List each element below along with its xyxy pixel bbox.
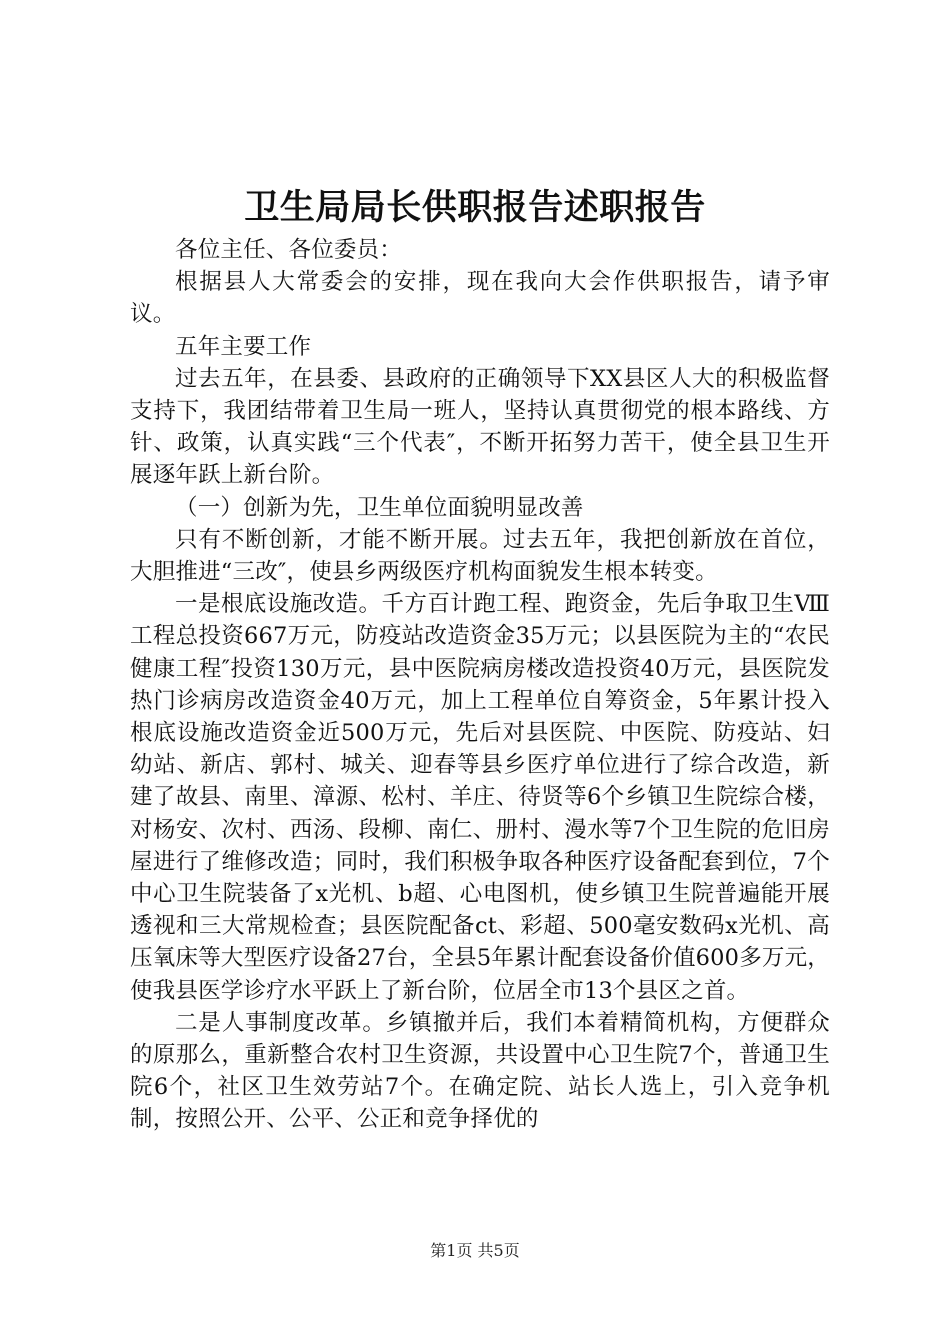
document-title: 卫生局局长供职报告述职报告 — [244, 187, 706, 228]
subsection-heading-innovation: （一）创新为先，卫生单位面貌明显改善 — [175, 494, 584, 521]
overview-paragraph: 过去五年，在县委、县政府的正确领导下XX县区人大的积极监督支持下，我团结带着卫生局一班人，坚持认真贯彻党的根本路线、方针、政策，认真实践“三个代表″，不断开拓努力苦干，使全县卫生开展逐年跃上新台阶。 — [130, 365, 830, 489]
innovation-paragraph: 只有不断创新，才能不断开展。过去五年，我把创新放在首位，大胆推进“三改″，使县乡两级医疗机构面貌发生根本转变。 — [130, 526, 830, 586]
page-indicator: 第1页 共5页 — [430, 1241, 520, 1260]
section-heading-main-work: 五年主要工作 — [175, 333, 312, 360]
infrastructure-paragraph: 一是根底设施改造。千方百计跑工程、跑资金，先后争取卫生Ⅷ工程总投资667万元，防疫站改造资金35万元；以县医院为主的“农民健康工程″投资130万元，县中医院病房楼改造投资40万元，县医院发热门诊病房改造资金40万元，加上工程单位自筹资金，5年累计投入根底设施改造资金近500万元，先后对县医院、中医院、防疫站、妇幼站、新店、郭村、城关、迎春等县乡医疗单位进行了综合改造，新建了故县、南里、漳源、松村、羊庄、待贤等6个乡镇卫生院综合楼，对杨安、次村、西汤、段柳、南仁、册村、漫水等7个卫生院的危旧房屋进行了维修改造；同时，我们积极争取各种医疗设备配套到位，7个中心卫生院装备了x光机、b超、心电图机，使乡镇卫生院普遍能开展透视和三大常规检查；县医院配备ct、彩超、500毫安数码x光机、高压氧床等大型医疗设备27台，全县5年累计配套设备价值600多万元，使我县医学诊疗水平跃上了新台阶，位居全市13个县区之首。 — [130, 591, 830, 1004]
document-body — [130, 234, 830, 1136]
intro-paragraph: 根据县人大常委会的安排，现在我向大会作供职报告，请予审议。 — [130, 269, 830, 328]
personnel-reform-paragraph: 二是人事制度改革。乡镇撤并后，我们本着精简机构，方便群众的原那么，重新整合农村卫生资源，共设置中心卫生院7个，普通卫生院6个，社区卫生效劳站7个。在确定院、站长人选上，引入竞争机制，按照公开、公平、公正和竞争择优的 — [130, 1009, 830, 1133]
salutation-paragraph: 各位主任、各位委员： — [175, 237, 403, 263]
